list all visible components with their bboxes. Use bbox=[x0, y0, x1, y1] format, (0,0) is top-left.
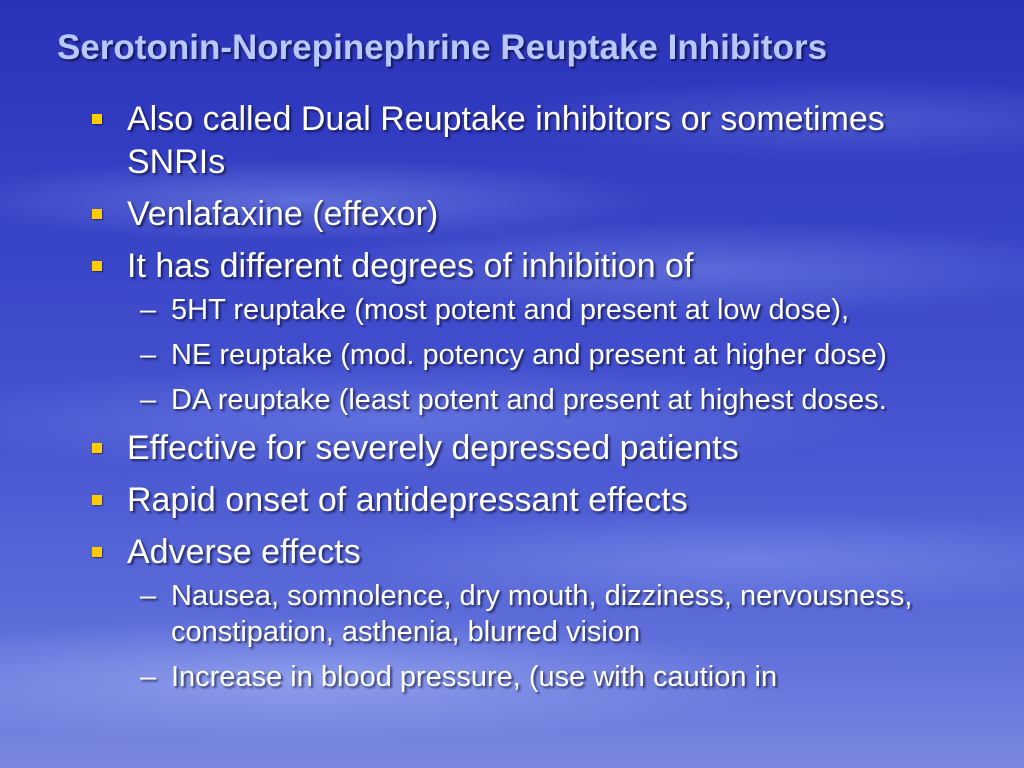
bullet-item bbox=[0, 531, 1024, 695]
square-bullet-icon bbox=[92, 443, 102, 453]
bullet-text: Adverse effects bbox=[127, 533, 361, 571]
sub-bullet-text: Nausea, somnolence, dry mouth, dizziness, nervousness, constipation, asthenia, blurred vision bbox=[171, 580, 913, 648]
bullet-list bbox=[0, 98, 1024, 704]
bullet-item bbox=[0, 479, 1024, 522]
bullet-text: Also called Dual Reuptake inhibitors or sometimes SNRIs bbox=[127, 100, 885, 181]
sub-bullet-text: DA reuptake (least potent and present at highest doses. bbox=[171, 384, 887, 416]
sub-bullet-item bbox=[127, 292, 964, 328]
bullet-item bbox=[0, 245, 1024, 418]
dash-marker: – bbox=[140, 294, 157, 326]
square-bullet-icon bbox=[92, 261, 102, 271]
square-bullet-icon bbox=[92, 547, 102, 557]
bullet-item bbox=[0, 98, 1024, 184]
dash-marker: – bbox=[140, 661, 157, 693]
sub-bullet-text: 5HT reuptake (most potent and present at low dose), bbox=[171, 294, 850, 326]
sub-bullet-item bbox=[127, 578, 964, 650]
dash-marker: – bbox=[140, 384, 157, 416]
sub-bullet-text: Increase in blood pressure, (use with caution in bbox=[171, 661, 778, 693]
bullet-text: Effective for severely depressed patients bbox=[127, 429, 739, 467]
square-bullet-icon bbox=[92, 114, 102, 124]
bullet-text: Rapid onset of antidepressant effects bbox=[127, 481, 688, 519]
square-bullet-icon bbox=[92, 209, 102, 219]
sub-bullet-item bbox=[127, 659, 964, 695]
slide-title: Serotonin-Norepinephrine Reuptake Inhibitors bbox=[57, 28, 828, 67]
sub-bullet-text: NE reuptake (mod. potency and present at higher dose) bbox=[171, 339, 887, 371]
sub-bullet-list bbox=[127, 292, 964, 418]
sub-bullet-list bbox=[127, 578, 964, 695]
dash-marker: – bbox=[140, 580, 157, 612]
sub-bullet-item bbox=[127, 382, 964, 418]
bullet-item bbox=[0, 193, 1024, 236]
dash-marker: – bbox=[140, 339, 157, 371]
sub-bullet-item bbox=[127, 337, 964, 373]
bullet-item bbox=[0, 427, 1024, 470]
square-bullet-icon bbox=[92, 495, 102, 505]
bullet-text: Venlafaxine (effexor) bbox=[127, 195, 439, 233]
bullet-text: It has different degrees of inhibition of bbox=[127, 247, 694, 285]
